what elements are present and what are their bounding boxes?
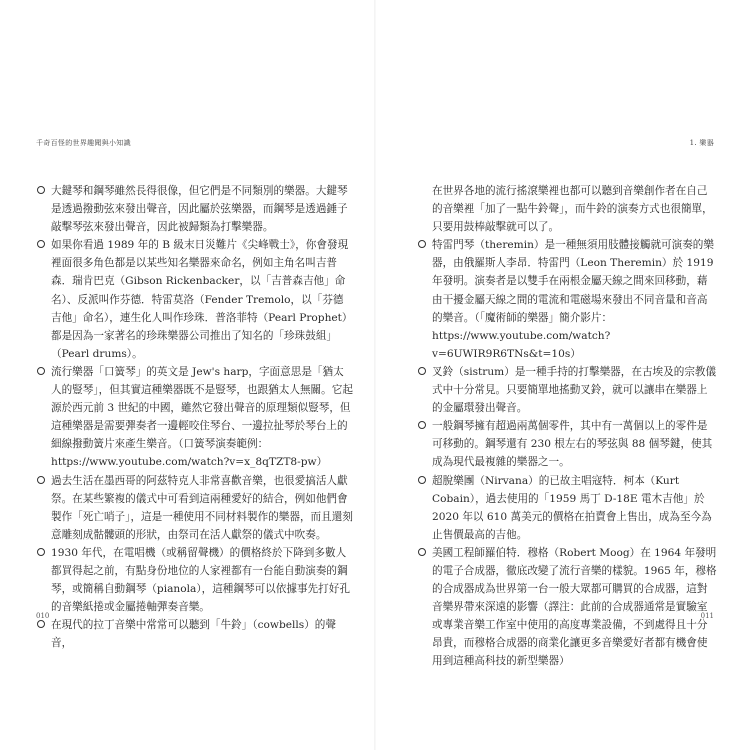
right-page-body bbox=[418, 182, 718, 671]
bullet-circle-icon bbox=[418, 367, 426, 375]
trivia-entry bbox=[37, 236, 353, 363]
trivia-text: 在現代的拉丁音樂中常常可以聽到「牛鈴」（cowbells）的聲音， bbox=[51, 619, 336, 650]
running-head-left: 千奇百怪的世界趣聞與小知識 bbox=[36, 139, 131, 147]
page-number-right: 011 bbox=[700, 612, 714, 620]
bullet-circle-icon bbox=[37, 476, 45, 484]
trivia-text: 一般鋼琴擁有超過兩萬個零件，其中有一萬個以上的零件是可移動的。鋼琴還有 230 根左右的琴弦與 88 個琴鍵，使其成為現代最複雜的樂器之一。 bbox=[432, 420, 713, 469]
bullet-circle-icon bbox=[418, 548, 426, 556]
trivia-continuation bbox=[418, 182, 718, 236]
trivia-text: 如果你看過 1989 年的 B 級末日災難片《尖峰戰士》，你會發現裡面很多角色都是以某些知名樂器來命名，例如主角名叫吉普森．瑞肯巴克（Gibson Rickenbacker，以「吉普森吉他」命名）、反派叫作芬德．特雷莫洛（Fender Tremolo，以「芬德吉他」命名），連生化人叫作珍珠．普洛菲特（Pearl Prophet）都是因為一家著名的珍珠樂器公司推出了知名的「珍珠鼓組」（Pearl drums）。 bbox=[51, 239, 353, 360]
trivia-entry bbox=[37, 182, 353, 236]
trivia-entry bbox=[37, 544, 353, 616]
page-number-left: 010 bbox=[36, 612, 50, 620]
trivia-text: 大鍵琴和鋼琴雖然長得很像，但它們是不同類別的樂器。大鍵琴是透過撥動弦來發出聲音，因此屬於弦樂器，而鋼琴是透過錘子敲擊琴弦來發出聲音，因此被歸類為打擊樂器。 bbox=[51, 185, 348, 234]
bullet-circle-icon bbox=[37, 367, 45, 375]
bullet-circle-icon bbox=[418, 421, 426, 429]
bullet-circle-icon bbox=[37, 240, 45, 248]
trivia-text: 叉鈴（sistrum）是一種手持的打擊樂器，在古埃及的宗教儀式中十分常見。只要簡單地搖動叉鈴，就可以讓串在樂器上的金屬環發出聲音。 bbox=[432, 365, 717, 415]
trivia-entry bbox=[37, 616, 353, 652]
trivia-entry bbox=[418, 472, 718, 544]
trivia-text: 流行樂器「口簧琴」的英文是 Jew's harp，字面意思是「猶太人的豎琴」，但其實這種樂器既不是豎琴，也跟猶太人無關。它起源於西元前 3 世紀的中國，雖然它發出聲音的原理類似豎琴，但這種樂器是需要彈奏者一邊輕咬住琴台、一邊拉扯琴於琴台上的細線撥動簧片來產生樂音。（口簧琴演奏範例：https://www.youtube.com/watch?v=x_8qTZT8-pw） bbox=[51, 365, 353, 469]
trivia-entry bbox=[418, 363, 718, 417]
bullet-circle-icon bbox=[418, 476, 426, 484]
trivia-entry bbox=[418, 417, 718, 471]
right-page bbox=[375, 0, 750, 750]
trivia-text: 在世界各地的流行搖滾樂裡也都可以聽到音樂創作者在自己的音樂裡「加了一點牛鈴聲」，而牛鈴的演奏方式也很簡單，只要用鼓棒敲擊就可以了。 bbox=[432, 185, 713, 234]
trivia-text: 美國工程師羅伯特．穆格（Robert Moog）在 1964 年發明的電子合成器，徹底改變了流行音樂的樣貌。1965 年，穆格的合成器成為世界第一台一般大眾都可購買的合成器，這對音樂界帶來深遠的影響（譯注：此前的合成器通常是實驗室或專業音樂工作室中使用的高度專業設備，不到處得且十分昂貴，而穆格合成器的商業化讓更多音樂愛好者都有機會使用到這種高科技的新型樂器） bbox=[432, 546, 717, 668]
trivia-text: 特雷門琴（theremin）是一種無須用肢體接觸就可演奏的樂器，由俄羅斯人李昂．特雷門（Leon Theremin）於 1919 年發明。演奏者是以雙手在兩根金屬天線之間來回移動，藉由干擾金屬天線之間的電流和電磁場來發出不同音量和音高的樂音。（「魔術師的樂器」簡介影片：https://www.youtube.com/watch?v=6UWIR9R6TNs&t=10s） bbox=[432, 239, 714, 360]
running-head-right: 1. 樂器 bbox=[689, 139, 714, 147]
bullet-circle-icon bbox=[37, 548, 45, 556]
trivia-text: 超脫樂團（Nirvana）的已故主唱寇特．柯本（Kurt Cobain），過去使用的「1959 馬丁 D-18E 電木吉他」於 2020 年以 610 萬美元的價格在拍賣會上售出，成為至今為止售價最高的吉他。 bbox=[432, 474, 712, 541]
left-page-body bbox=[37, 182, 353, 652]
trivia-text: 1930 年代，在電唱機（或稱留聲機）的價格終於下降到多數人都買得起之前，有點身份地位的人家裡都有一台能自動演奏的鋼琴，或簡稱自動鋼琴（pianola），這種鋼琴可以依據事先打好孔的音樂紙捲或金屬捲軸彈奏音樂。 bbox=[51, 546, 350, 614]
bullet-circle-icon bbox=[418, 240, 426, 248]
trivia-entry bbox=[37, 472, 353, 544]
trivia-entry bbox=[418, 544, 718, 671]
bullet-circle-icon bbox=[37, 186, 45, 194]
trivia-text: 過去生活在墨西哥的阿茲特克人非常喜歡音樂，也很愛搞活人獻祭。在某些繁複的儀式中可看到這兩種愛好的結合，例如他們會製作「死亡哨子」，這是一種使用不同材料製作的樂器，而且還刻意雕刻成骷髏頭的形狀，由祭司在活人獻祭的儀式中吹奏。 bbox=[51, 474, 353, 541]
trivia-entry bbox=[418, 236, 718, 363]
bullet-circle-icon bbox=[37, 620, 45, 628]
trivia-entry bbox=[37, 363, 353, 472]
